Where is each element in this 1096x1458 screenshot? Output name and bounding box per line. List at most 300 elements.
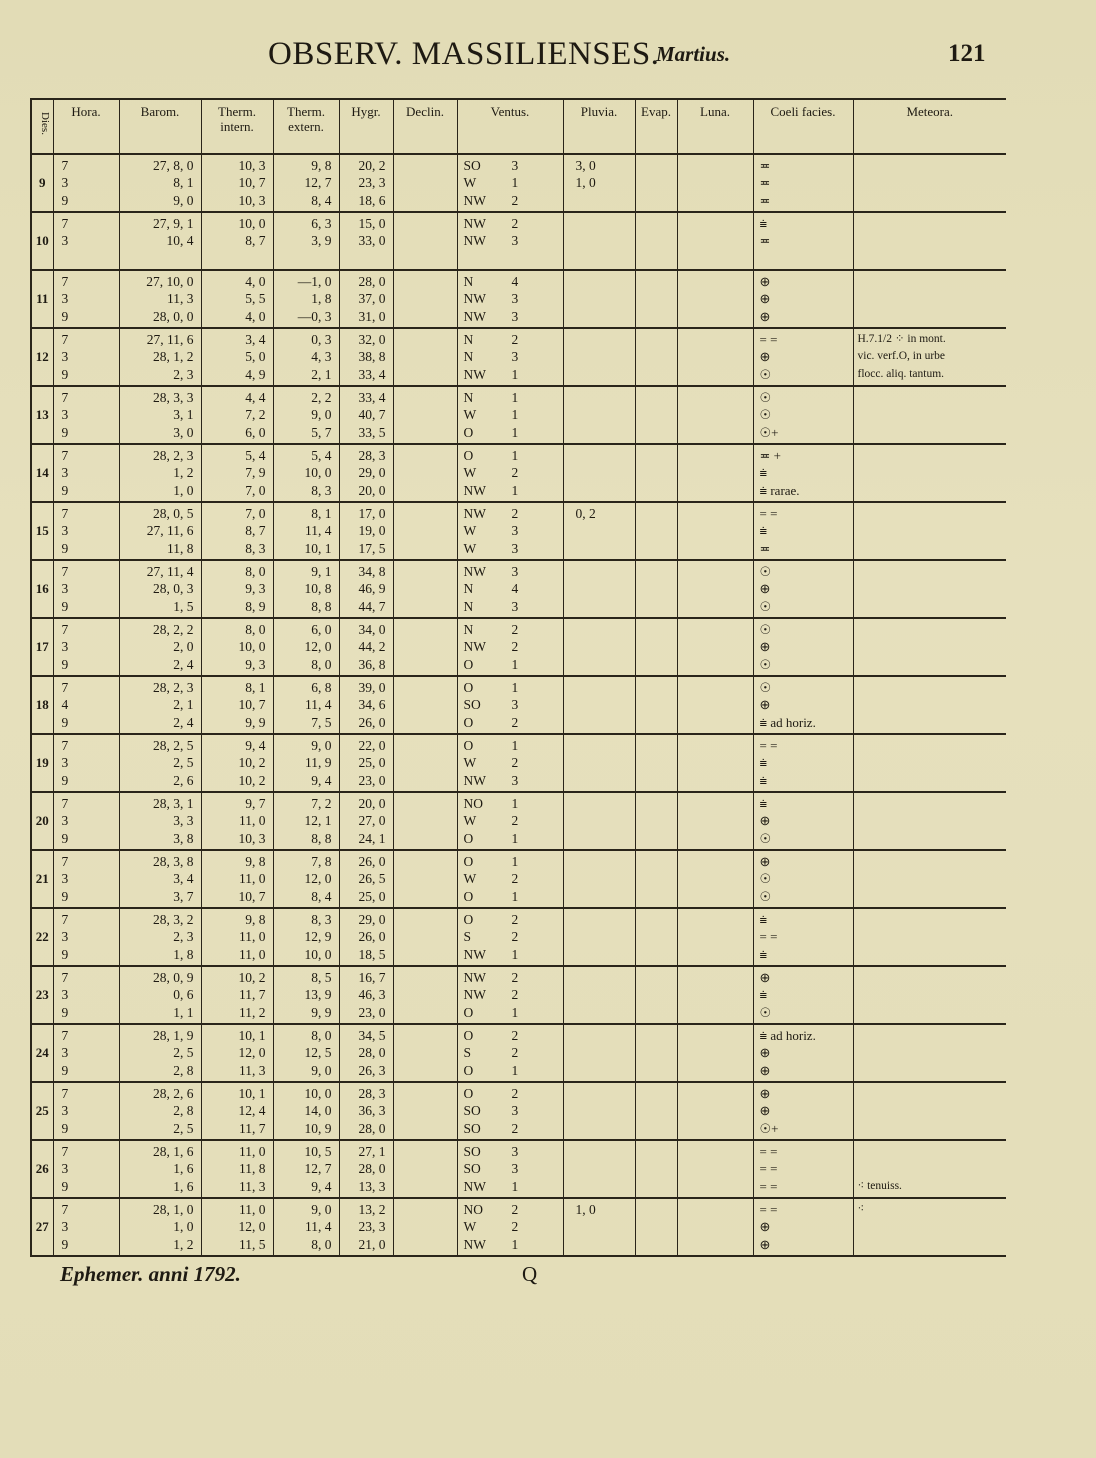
- pluvia-value: [564, 754, 635, 772]
- sky-symbol: ≖ +: [759, 447, 781, 463]
- ventus-entry: [458, 540, 563, 558]
- hygr-value: 28, 0: [358, 273, 386, 289]
- hora-value: 9: [61, 308, 69, 324]
- wind-force: 2: [511, 929, 519, 945]
- hygr-value: 23, 0: [358, 772, 386, 788]
- ventus-entry: [458, 464, 563, 482]
- pluvia-value: [564, 540, 635, 558]
- dies-cell: 23: [31, 966, 53, 1024]
- table-row: [31, 1024, 1006, 1082]
- barom-cell: [119, 502, 201, 560]
- col-barom-header: Barom.: [119, 99, 201, 154]
- therm-extern-cell: [273, 560, 339, 618]
- therm-extern-cell: [273, 386, 339, 444]
- hora-cell: [53, 792, 119, 850]
- pluvia-value: 0, 2: [575, 505, 596, 521]
- declin-cell: [393, 212, 457, 270]
- therm-intern-value: 11, 5: [239, 1236, 266, 1252]
- wind-force: 3: [511, 349, 519, 365]
- therm-intern-value: 5, 4: [245, 447, 266, 463]
- coeli-cell: [753, 908, 853, 966]
- luna-cell: [677, 328, 753, 386]
- ventus-cell: [457, 850, 563, 908]
- therm-intern-value: 9, 7: [245, 795, 266, 811]
- sky-symbol: ⩧ ad horiz.: [759, 714, 816, 730]
- hora-value: 3: [61, 1103, 69, 1119]
- coeli-cell: [753, 328, 853, 386]
- hora-value: 3: [61, 233, 69, 249]
- ventus-entry: [458, 290, 563, 308]
- sky-symbol: ☉: [759, 656, 772, 672]
- barom-cell: [119, 386, 201, 444]
- evap-cell: [635, 618, 677, 676]
- pluvia-value: [564, 1027, 635, 1045]
- therm-intern-value: 11, 0: [239, 1201, 266, 1217]
- pluvia-cell: [563, 734, 635, 792]
- hygr-value: 20, 0: [358, 795, 386, 811]
- meteora-note: ⁖ tenuiss.: [857, 1179, 902, 1192]
- wind-direction: NW: [463, 969, 486, 985]
- ventus-entry: [458, 928, 563, 946]
- therm-intern-value: 10, 7: [238, 888, 266, 904]
- table-row: [31, 734, 1006, 792]
- pluvia-cell: [563, 966, 635, 1024]
- luna-cell: [677, 502, 753, 560]
- evap-cell: [635, 386, 677, 444]
- ventus-entry: [458, 250, 563, 268]
- barom-cell: [119, 1140, 201, 1198]
- wind-direction: SO: [463, 1103, 481, 1119]
- coeli-cell: [753, 560, 853, 618]
- hora-value: 7: [61, 621, 69, 637]
- meteora-note: [854, 638, 1007, 656]
- wind-force: 1: [511, 366, 519, 382]
- meteora-note: [854, 250, 1007, 268]
- therm-intern-value: 11, 0: [239, 1143, 266, 1159]
- hygr-value: 17, 5: [358, 540, 386, 556]
- therm-extern-value: 12, 9: [304, 929, 332, 945]
- ventus-entry: [458, 911, 563, 929]
- therm-intern-value: 11, 2: [239, 1004, 266, 1020]
- meteora-note: [854, 1004, 1007, 1022]
- barom-cell: [119, 154, 201, 212]
- meteora-note: flocc. aliq. tantum.: [857, 367, 945, 380]
- therm-extern-value: 10, 8: [304, 581, 332, 597]
- wind-force: 2: [511, 1201, 519, 1217]
- ventus-entry: [458, 174, 563, 192]
- barom-cell: [119, 328, 201, 386]
- meteora-cell: [853, 676, 1006, 734]
- wind-force: 4: [511, 273, 519, 289]
- declin-cell: [393, 1024, 457, 1082]
- wind-force: 3: [511, 1143, 519, 1159]
- wind-force: 2: [511, 871, 519, 887]
- ventus-entry: [458, 192, 563, 210]
- therm-extern-value: 3, 9: [311, 233, 332, 249]
- hora-value: 7: [61, 563, 69, 579]
- sky-symbol: ≖: [759, 157, 771, 173]
- barom-value: 2, 8: [173, 1103, 194, 1119]
- declin-cell: [393, 270, 457, 328]
- wind-direction: SO: [463, 1161, 481, 1177]
- table-row: [31, 444, 1006, 502]
- luna-cell: [677, 1140, 753, 1198]
- wind-force: 1: [511, 737, 519, 753]
- table-row: [31, 386, 1006, 444]
- therm-extern-value: 10, 0: [304, 1085, 332, 1101]
- therm-intern-value: 4, 4: [245, 389, 266, 405]
- evap-cell: [635, 734, 677, 792]
- hora-value: 3: [61, 813, 69, 829]
- wind-force: 2: [511, 465, 519, 481]
- hora-cell: [53, 444, 119, 502]
- therm-extern-value: 8, 1: [311, 505, 332, 521]
- wind-force: 1: [511, 853, 519, 869]
- hora-value: 7: [61, 505, 69, 521]
- wind-direction: NW: [463, 308, 486, 324]
- therm-intern-value: 7, 2: [245, 407, 266, 423]
- wind-force: 2: [511, 714, 519, 730]
- barom-value: 28, 3, 3: [153, 389, 194, 405]
- hygr-value: 25, 0: [358, 755, 386, 771]
- hora-value: 9: [61, 946, 69, 962]
- therm-extern-cell: [273, 212, 339, 270]
- dies-cell: 15: [31, 502, 53, 560]
- therm-extern-cell: [273, 270, 339, 328]
- wind-force: 3: [511, 308, 519, 324]
- barom-value: 1, 6: [173, 1161, 194, 1177]
- coeli-cell: [753, 444, 853, 502]
- hora-value: 3: [61, 581, 69, 597]
- hora-value: 3: [61, 465, 69, 481]
- sky-symbol: ☉+: [759, 1120, 779, 1136]
- meteora-note: [854, 1044, 1007, 1062]
- wind-force: 2: [511, 215, 519, 231]
- therm-intern-value: 5, 0: [245, 349, 266, 365]
- therm-intern-value: 11, 3: [239, 1178, 266, 1194]
- wind-direction: S: [463, 1045, 472, 1061]
- hora-value: 9: [61, 1178, 69, 1194]
- table-row: [31, 154, 1006, 212]
- sky-symbol: = =: [759, 929, 778, 945]
- declin-cell: [393, 560, 457, 618]
- pluvia-value: [564, 1085, 635, 1103]
- therm-intern-cell: [201, 328, 273, 386]
- declin-cell: [393, 1082, 457, 1140]
- therm-intern-value: 11, 8: [239, 1161, 266, 1177]
- wind-direction: SO: [463, 1120, 481, 1136]
- pluvia-cell: [563, 560, 635, 618]
- table-row: [31, 270, 1006, 328]
- luna-cell: [677, 154, 753, 212]
- sky-symbol: = =: [759, 1178, 778, 1194]
- therm-extern-value: 6, 0: [311, 621, 332, 637]
- hora-cell: [53, 1024, 119, 1082]
- wind-direction: NW: [463, 639, 486, 655]
- hygr-cell: [339, 850, 393, 908]
- hora-cell: [53, 212, 119, 270]
- sky-symbol: ☉: [759, 679, 772, 695]
- barom-value: 28, 0, 9: [153, 969, 194, 985]
- hygr-value: 26, 0: [358, 714, 386, 730]
- meteora-note: [854, 192, 1007, 210]
- page-footer: [0, 1262, 1096, 1292]
- pluvia-value: [564, 331, 635, 349]
- meteora-note: [854, 772, 1007, 790]
- hygr-value: [340, 250, 393, 268]
- pluvia-value: [564, 366, 635, 384]
- ventus-entry: [458, 696, 563, 714]
- wind-force: 2: [511, 1045, 519, 1061]
- hora-value: 7: [61, 1201, 69, 1217]
- meteora-note: [854, 563, 1007, 581]
- meteora-cell: [853, 502, 1006, 560]
- wind-direction: NW: [463, 1178, 486, 1194]
- wind-direction: NW: [463, 946, 486, 962]
- ventus-entry: [458, 424, 563, 442]
- hora-value: 7: [61, 911, 69, 927]
- declin-cell: [393, 444, 457, 502]
- sky-symbol: ≖: [759, 192, 771, 208]
- barom-value: 28, 2, 3: [153, 679, 194, 695]
- wind-force: 1: [511, 407, 519, 423]
- therm-extern-value: 6, 8: [311, 679, 332, 695]
- luna-cell: [677, 734, 753, 792]
- wind-force: 2: [511, 969, 519, 985]
- barom-cell: [119, 734, 201, 792]
- meteora-cell: [853, 386, 1006, 444]
- col-ventus-header: Ventus.: [457, 99, 563, 154]
- ventus-cell: [457, 908, 563, 966]
- pluvia-value: [564, 232, 635, 250]
- hora-value: 3: [61, 639, 69, 655]
- meteora-note: [854, 911, 1007, 929]
- sky-symbol: ☉+: [759, 424, 779, 440]
- coeli-cell: [753, 154, 853, 212]
- pluvia-cell: [563, 1082, 635, 1140]
- therm-intern-value: 10, 3: [238, 157, 266, 173]
- therm-intern-value: [202, 250, 273, 268]
- wind-force: 3: [511, 291, 519, 307]
- barom-cell: [119, 1082, 201, 1140]
- therm-intern-value: 9, 4: [245, 737, 266, 753]
- wind-force: 1: [511, 830, 519, 846]
- ventus-entry: [458, 406, 563, 424]
- therm-extern-value: 8, 8: [311, 598, 332, 614]
- barom-cell: [119, 560, 201, 618]
- pluvia-cell: [563, 908, 635, 966]
- meteora-cell: [853, 444, 1006, 502]
- barom-value: 28, 1, 9: [153, 1027, 194, 1043]
- barom-cell: [119, 618, 201, 676]
- wind-direction: S: [463, 929, 472, 945]
- luna-cell: [677, 618, 753, 676]
- hygr-value: 26, 0: [358, 929, 386, 945]
- pluvia-cell: [563, 212, 635, 270]
- therm-intern-cell: [201, 676, 273, 734]
- hora-cell: [53, 328, 119, 386]
- sky-symbol: ☉: [759, 621, 772, 637]
- ventus-entry: [458, 621, 563, 639]
- hygr-value: 34, 0: [358, 621, 386, 637]
- therm-intern-cell: [201, 212, 273, 270]
- hora-value: 9: [61, 772, 69, 788]
- ventus-entry: [458, 714, 563, 732]
- therm-extern-cell: [273, 1082, 339, 1140]
- meteora-note: [854, 406, 1007, 424]
- ventus-entry: [458, 157, 563, 175]
- wind-direction: N: [463, 581, 474, 597]
- hygr-value: 38, 8: [358, 349, 386, 365]
- therm-extern-value: 10, 0: [304, 946, 332, 962]
- ventus-entry: [458, 482, 563, 500]
- hora-value: 9: [61, 1236, 69, 1252]
- pluvia-value: [564, 638, 635, 656]
- wind-direction: O: [463, 1004, 474, 1020]
- hora-cell: [53, 850, 119, 908]
- hygr-value: 29, 0: [358, 911, 386, 927]
- barom-value: 1, 8: [173, 946, 194, 962]
- therm-intern-value: 11, 0: [239, 929, 266, 945]
- wind-direction: O: [463, 911, 474, 927]
- barom-value: 28, 1, 2: [153, 349, 194, 365]
- ventus-entry: [458, 505, 563, 523]
- table-row: [31, 328, 1006, 386]
- therm-intern-value: 9, 3: [245, 656, 266, 672]
- hora-value: 9: [61, 830, 69, 846]
- wind-direction: W: [463, 465, 477, 481]
- barom-value: 11, 8: [167, 540, 194, 556]
- wind-force: 3: [511, 1161, 519, 1177]
- hora-cell: [53, 386, 119, 444]
- sky-symbol: ⊕: [759, 639, 771, 655]
- ventus-entry: [458, 308, 563, 326]
- sky-symbol: ⊕: [759, 273, 771, 289]
- evap-cell: [635, 502, 677, 560]
- hora-value: 7: [61, 447, 69, 463]
- wind-direction: N: [463, 389, 474, 405]
- hora-value: 9: [61, 540, 69, 556]
- hygr-value: 33, 4: [358, 389, 386, 405]
- therm-intern-value: 11, 0: [239, 813, 266, 829]
- hora-value: [62, 250, 119, 268]
- hygr-cell: [339, 328, 393, 386]
- pluvia-cell: [563, 1024, 635, 1082]
- wind-direction: N: [463, 621, 474, 637]
- dies-cell: 14: [31, 444, 53, 502]
- hygr-value: 24, 1: [358, 830, 386, 846]
- therm-extern-cell: [273, 850, 339, 908]
- therm-extern-value: 4, 3: [311, 349, 332, 365]
- wind-force: 2: [511, 331, 519, 347]
- barom-value: 3, 7: [173, 888, 194, 904]
- barom-value: 28, 3, 8: [153, 853, 194, 869]
- pluvia-value: [564, 772, 635, 790]
- therm-extern-value: —0, 3: [297, 308, 332, 324]
- meteora-note: [854, 1160, 1007, 1178]
- hygr-value: 28, 0: [358, 1161, 386, 1177]
- hora-value: 9: [61, 1004, 69, 1020]
- wind-force: 3: [511, 523, 519, 539]
- hygr-value: 16, 7: [358, 969, 386, 985]
- coeli-cell: [753, 1140, 853, 1198]
- observation-rows: [31, 154, 1006, 1256]
- wind-force: 3: [511, 233, 519, 249]
- ventus-entry: [458, 853, 563, 871]
- hygr-cell: [339, 386, 393, 444]
- ventus-entry: [458, 772, 563, 790]
- therm-intern-value: 10, 1: [238, 1085, 266, 1101]
- ventus-cell: [457, 618, 563, 676]
- evap-cell: [635, 792, 677, 850]
- ventus-entry: [458, 1062, 563, 1080]
- page-title: OBSERV. MASSILIENSES.: [268, 36, 660, 72]
- hygr-value: 34, 8: [358, 563, 386, 579]
- sky-symbol: ≖: [759, 233, 771, 249]
- therm-intern-value: 8, 1: [245, 679, 266, 695]
- meteora-note: [854, 870, 1007, 888]
- therm-extern-value: 8, 5: [311, 969, 332, 985]
- ventus-entry: [458, 754, 563, 772]
- hora-value: 9: [61, 598, 69, 614]
- luna-cell: [677, 1082, 753, 1140]
- barom-value: 28, 3, 1: [153, 795, 194, 811]
- therm-intern-value: 7, 0: [245, 505, 266, 521]
- sky-symbol: ⊕: [759, 349, 771, 365]
- evap-cell: [635, 1024, 677, 1082]
- ventus-entry: [458, 1085, 563, 1103]
- col-therm-intern-header: Therm. intern.: [201, 99, 273, 154]
- hora-value: 7: [61, 157, 69, 173]
- therm-extern-value: 8, 0: [311, 1027, 332, 1043]
- therm-extern-value: 8, 3: [311, 482, 332, 498]
- table-row: [31, 850, 1006, 908]
- hygr-value: 37, 0: [358, 291, 386, 307]
- wind-direction: NW: [463, 192, 486, 208]
- meteora-note: [854, 232, 1007, 250]
- barom-value: 27, 10, 0: [146, 273, 194, 289]
- therm-intern-value: 4, 0: [245, 308, 266, 324]
- wind-direction: N: [463, 598, 474, 614]
- therm-extern-cell: [273, 676, 339, 734]
- therm-intern-value: 10, 2: [238, 755, 266, 771]
- col-pluvia-header: Pluvia.: [563, 99, 635, 154]
- meteora-note: [854, 656, 1007, 674]
- barom-value: 11, 3: [167, 291, 194, 307]
- meteora-cell: [853, 1082, 1006, 1140]
- therm-intern-value: 8, 9: [245, 598, 266, 614]
- hygr-cell: [339, 676, 393, 734]
- table-row: [31, 212, 1006, 270]
- ventus-entry: [458, 1201, 563, 1219]
- coeli-cell: [753, 386, 853, 444]
- therm-extern-value: 9, 0: [311, 1062, 332, 1078]
- col-dies-header: Dies.: [31, 99, 53, 154]
- hygr-cell: [339, 560, 393, 618]
- hygr-cell: [339, 444, 393, 502]
- col-hora-header: Hora.: [53, 99, 119, 154]
- hora-value: 3: [61, 1219, 69, 1235]
- ventus-entry: [458, 946, 563, 964]
- luna-cell: [677, 1024, 753, 1082]
- pluvia-value: [564, 946, 635, 964]
- therm-extern-value: 11, 9: [305, 755, 332, 771]
- wind-direction: NO: [463, 795, 483, 811]
- wind-force: 3: [511, 563, 519, 579]
- hygr-value: 17, 0: [358, 505, 386, 521]
- therm-extern-cell: [273, 734, 339, 792]
- barom-value: 1, 0: [173, 1219, 194, 1235]
